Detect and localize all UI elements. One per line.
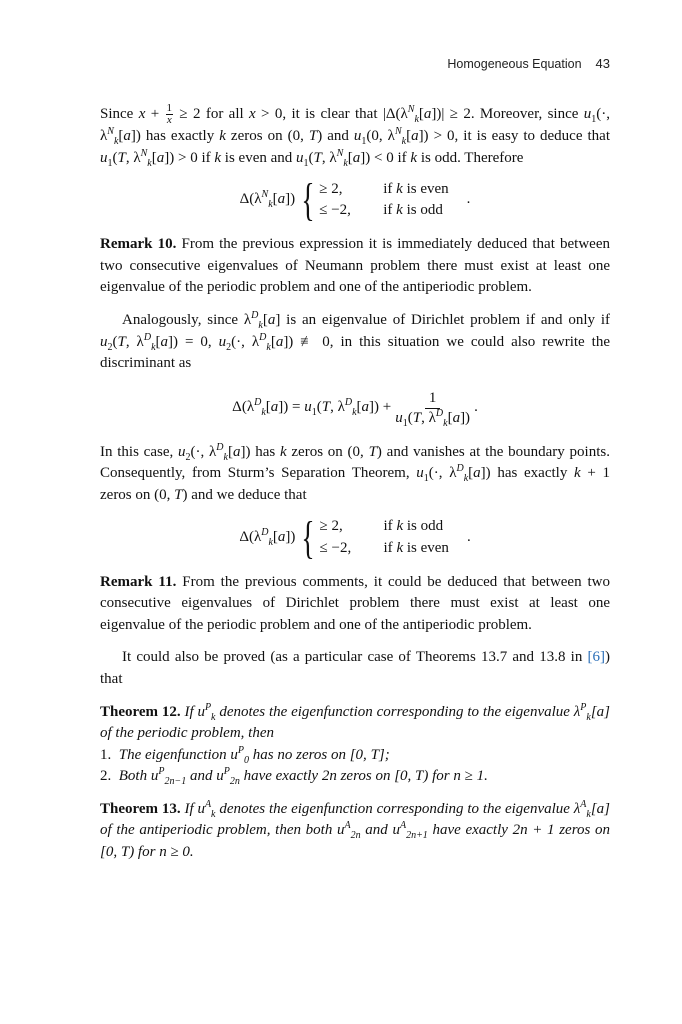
display-equation: $\Delta(\lambda^D_k[a])$ { ≥ 2, if k is odd ≤ −2, if k is even .	[239, 511, 471, 563]
remark-label: Remark 11.	[100, 573, 177, 590]
display-equation: $\Delta(\lambda^D_k[a]) = u_1(T$, $\lambda^D_k[a]$) + $\frac{1}{u_1(T, \lambda^D_k[a])}$ .	[232, 389, 478, 429]
running-header	[447, 56, 610, 71]
running-title: Homogeneous Equation	[447, 57, 582, 71]
remark-label: Remark 10.	[100, 236, 177, 253]
theorem-13: Theorem 13. If $u^A_k$ denotes the eigenfunction corresponding to the eigenvalue $\lambda^A_k[a]$ of the antiperiodic problem, then both $u^A_{2n}$ and $u^A_{2n+1}$ have exactly 2n + 1 zeros on [0, T) for n ≥ 0.	[100, 798, 611, 861]
remark-text: From the previous expression it is immediately deduced that between two consecutive eigenvalues of Neumann problem there must exist at least one eigenvalue of the periodic problem and one of the antiperiodic problem.	[100, 236, 610, 296]
page-body	[100, 103, 610, 864]
list-item: 1. The eigenfunction $u^P_0$ has no zeros on [0, T];	[100, 744, 390, 766]
display-equation: $\Delta(\lambda^N_k[a])$ { ≥ 2, if k is even ≤ −2, if k is odd .	[239, 174, 471, 226]
theorem-label: Theorem 13.	[100, 800, 181, 817]
citation-link[interactable]: [6]	[587, 649, 605, 666]
list-item: 2. Both $u^P_{2n-1}$ and $u^P_{2n}$ have exactly 2n zeros on [0, T) for n ≥ 1.	[100, 766, 488, 788]
theorem-12: Theorem 12. If $u^P_k$ denotes the eigenfunction corresponding to the eigenvalue $\lambda^P_k[a]$ of the periodic problem, then	[100, 701, 611, 742]
paragraph: In this case, $u_2(\cdot$, $\lambda^D_k[a]$) has k zeros on (0, T) and vanishes at the boundary points. Consequently, from Sturm’s Separation Theorem, $u_1(\cdot$, $\lambda^D_k[a]$) has exactly k + 1 zeros on (0, T) and we deduce that	[100, 441, 611, 503]
remark-11	[100, 572, 610, 637]
page-number: 43	[595, 56, 610, 71]
paragraph: Analogously, since $\lambda^D_k[a]$ is an eigenvalue of Dirichlet problem if and only if $u_2(T$, $\lambda^D_k[a]) = 0$, $u_2(\cdot$, $\lambda^D_k[a]$) ≢ 0, in this situation we could also rewrite the discriminant as	[100, 309, 611, 372]
paragraph: Since x + $\frac{1}{x}$ ≥ 2 for all x > 0, it is clear that $|\Delta(\lambda^N_k[a])| \ge 2$. Moreover, since $u_1(\cdot$, $\lambda^N_k[a]$) has exactly k zeros on (0, T) and $u_1(0$, $\lambda^N_k[a]) > 0$, it is easy to deduce that $u_1(T$, $\lambda^N_k[a]) > 0$ if k is even and $u_1(T$, $\lambda^N_k[a]) < 0$ if k is odd. Therefore	[100, 102, 610, 169]
paragraph: It could also be proved (as a particular case of Theorems 13.7 and 13.8 in [6]) that	[100, 649, 610, 687]
remark-10	[100, 234, 610, 299]
theorem-label: Theorem 12.	[100, 703, 181, 720]
remark-text: From the previous comments, it could be deduced that between two consecutive eigenvalues of Dirichlet problem there must exist at least one eigenvalue of the periodic problem and one of the antiperiodic problem.	[100, 573, 611, 633]
